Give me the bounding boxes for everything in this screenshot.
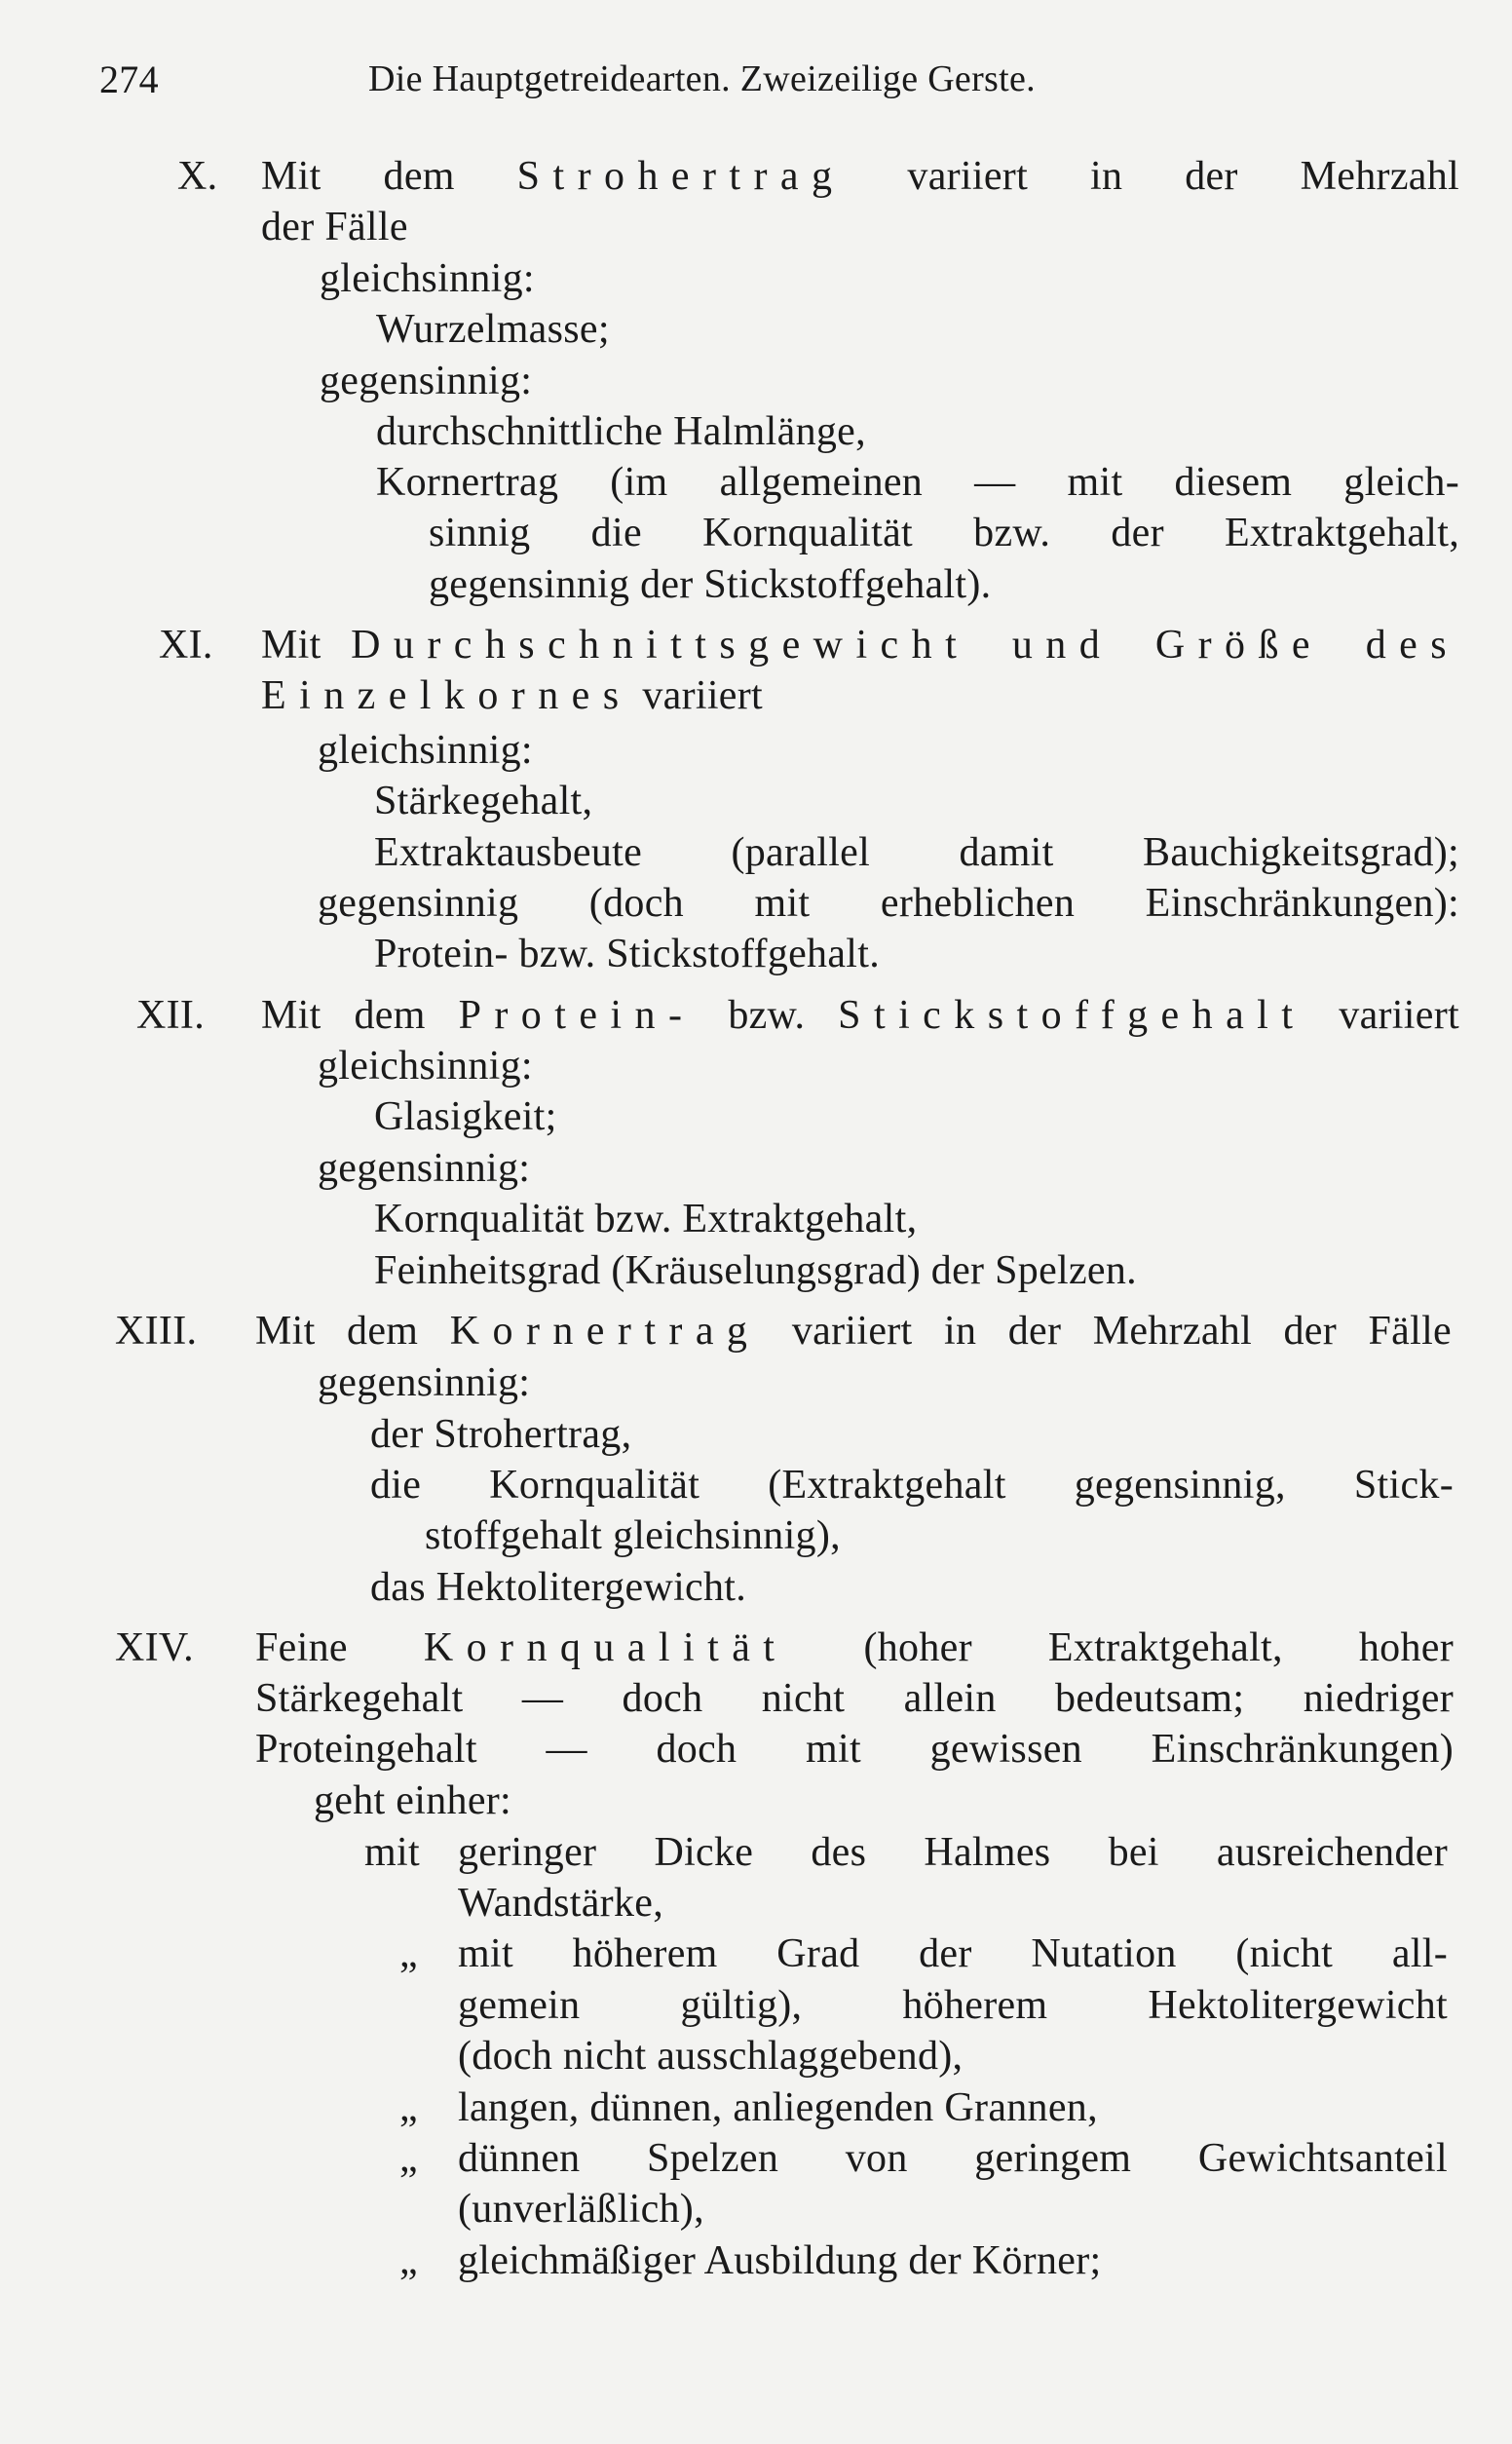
list-line: Kornertrag (im allgemeinen — mit diesem gleich- [376,460,1459,505]
paragraph-line: der Fälle [261,205,408,249]
paragraph-line: Feine Kornqualität (hoher Extraktgehalt, hoher [255,1625,1454,1670]
ditto-mark: „ [399,2136,418,2181]
ditto-mark: „ [399,2085,418,2130]
emphasized-term: Strohertrag [516,154,846,199]
list-line: gemein gültig), höherem Hektolitergewicht [458,1983,1448,2028]
ditto-mark: „ [399,2238,418,2283]
list-line: Wurzelmasse; [376,307,610,352]
list-line: durchschnittliche Halmlänge, [376,409,866,454]
list-line: stoffgehalt gleichsinnig), [425,1513,841,1558]
relation-label: gegensinnig: [318,1146,531,1191]
relation-label: gegensinnig: [318,1360,531,1405]
page-number: 274 [99,57,159,101]
ditto-mark: „ [399,1931,418,1976]
paragraph-line: Stärkegehalt — doch nicht allein bedeutsam; niedriger [255,1676,1454,1721]
running-title: Die Hauptgetreidearten. Zweizeilige Gerste. [368,58,1036,99]
paragraph-line: geht einher: [314,1778,512,1823]
list-line: Extraktausbeute (parallel damit Bauchigkeitsgrad); [374,830,1459,875]
emphasized-term: Stickstoffgehalt [838,993,1306,1038]
emphasized-term: Protein- [458,993,696,1038]
section-numeral: X. [177,154,218,199]
emphasized-term: Kornqualität [423,1625,788,1670]
section-numeral: XIII. [115,1309,198,1354]
relation-label: gegensinnig: [320,359,533,403]
relation-label: gegensinnig (doch mit erheblichen Einschränkungen): [318,881,1459,926]
section-numeral: XI. [159,623,213,668]
list-line: das Hektolitergewicht. [370,1565,747,1610]
list-line: Stärkegehalt, [374,779,593,823]
paragraph-line: Proteingehalt — doch mit gewissen Einschränkungen) [255,1727,1454,1772]
list-line: gleichmäßiger Ausbildung der Körner; [458,2238,1102,2283]
section-numeral: XII. [136,993,206,1038]
list-line: Feinheitsgrad (Kräuselungsgrad) der Spelzen. [374,1248,1137,1293]
paragraph-line: Mit dem Strohertrag variiert in der Mehrzahl [261,154,1459,199]
list-line: (unverläßlich), [458,2187,704,2232]
emphasized-term: Durchschnittsgewicht und Größe des [351,623,1459,668]
list-line: Protein- bzw. Stickstoffgehalt. [374,932,881,976]
list-line: sinnig die Kornqualität bzw. der Extraktgehalt, [429,511,1459,555]
list-line: die Kornqualität (Extraktgehalt gegensinnig, Stick- [370,1463,1454,1508]
section-numeral: XIV. [115,1625,194,1670]
paragraph-line: Mit dem Protein- bzw. Stickstoffgehalt variiert [261,993,1459,1038]
list-line: (doch nicht ausschlaggebend), [458,2034,964,2079]
list-line-prefix: mit [364,1830,420,1875]
relation-label: gleichsinnig: [318,1044,533,1088]
relation-label: gleichsinnig: [320,256,535,301]
relation-label: gleichsinnig: [318,728,533,773]
list-line: geringer Dicke des Halmes bei ausreichender [458,1830,1448,1875]
list-line: mit höherem Grad der Nutation (nicht all- [458,1931,1448,1976]
emphasized-term: Einzelkornes [261,673,632,718]
list-line: der Strohertrag, [370,1412,632,1457]
list-line: Glasigkeit; [374,1094,557,1139]
list-line: gegensinnig der Stickstoffgehalt). [429,562,992,607]
list-line: Kornqualität bzw. Extraktgehalt, [374,1197,918,1241]
list-line: Wandstärke, [458,1881,664,1926]
list-line: langen, dünnen, anliegenden Grannen, [458,2085,1098,2130]
paragraph-line: Einzelkornes variiert [261,673,764,718]
emphasized-term: Kornertrag [449,1309,761,1354]
paragraph-line: Mit Durchschnittsgewicht und Größe des [261,623,1459,668]
list-line: dünnen Spelzen von geringem Gewichtsanteil [458,2136,1448,2181]
paragraph-line: Mit dem Kornertrag variiert in der Mehrzahl der Fälle [255,1309,1452,1354]
